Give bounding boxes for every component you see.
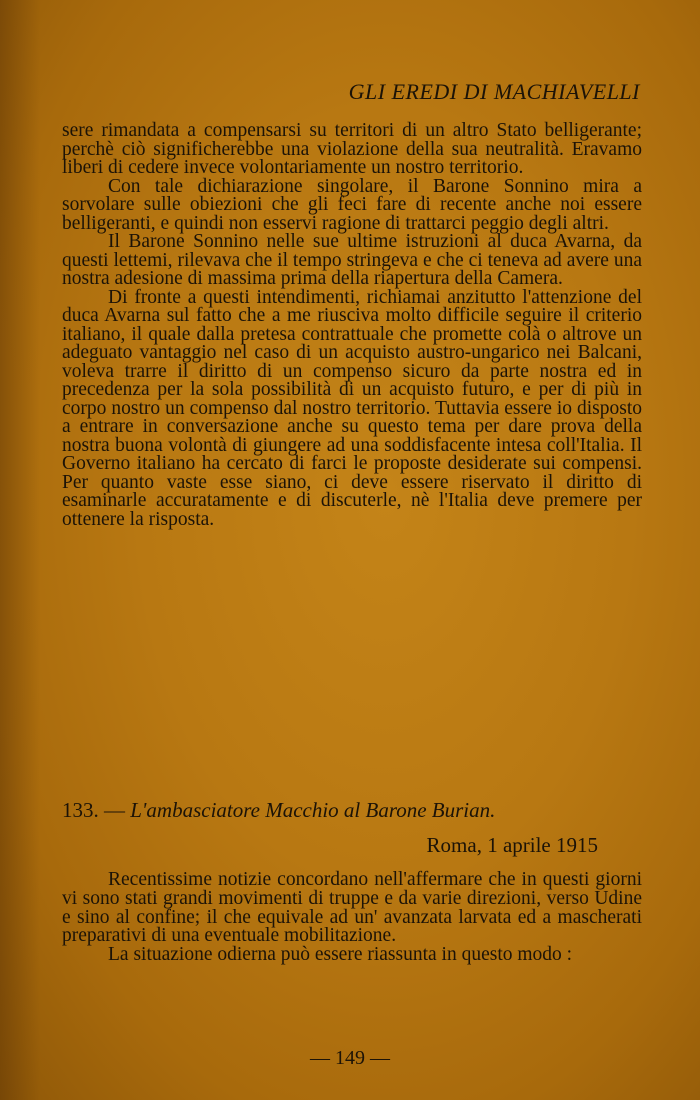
page-number: — 149 — (310, 1047, 390, 1069)
body-text (62, 122, 642, 529)
paragraph: Con tale dichiarazione singolare, il Barone Sonnino mira a sorvolare sulle obiezioni che gli feci fare di recente anche noi essere belligeranti, e quindi non esservi ragione di trattarci peggio degli altri. (62, 175, 642, 234)
document-number: 133. — (62, 798, 131, 822)
paragraph: Di fronte a questi intendimenti, richiamai anzitutto l'attenzione del duca Avarna sul fatto che a me riusciva molto difficile seguire il criterio italiano, il quale dalla pretesa contrattuale che promette colà o altrove un adeguato vantaggio nel caso di un acquisto austro-ungarico nei Balcani, voleva trarre il diritto di un compenso sicuro da parte nostra ed in precedenza per la sola possibilità di un acquisto futuro, e per di più in corpo nostro un compenso dal nostro territorio. Tuttavia essere io disposto a entrare in conversazione anche su questo tema per dare prova della nostra buona volontà di giungere ad una soddisfacente intesa coll'Italia. Il Governo italiano ha cercato di farci le proposte desiderate sui compensi. Per quanto vaste esse siano, ci deve essere riservato il diritto di esaminarle accuratamente e di discuterle, nè l'Italia deve premere per ottenere la risposta. (62, 286, 642, 530)
paragraph: sere rimandata a compensarsi su territori di un altro Stato belligerante; perchè ciò significherebbe una violazione della sua neutralità. Eravamo liberi di cedere invece volontariamente un nostro territorio. (62, 120, 642, 178)
document-date: Roma, 1 aprile 1915 (426, 833, 598, 857)
page-edge-shadow (0, 0, 40, 1100)
paragraph: La situazione odierna può essere riassunta in questo modo : (108, 944, 573, 966)
document-heading (62, 798, 495, 823)
running-head: GLI EREDI DI MACHIAVELLI (348, 79, 640, 104)
paragraph: Recentissime notizie concordano nell'affermare che in questi giorni vi sono stati grandi movimenti di truppe e da varie direzioni, verso Udine e sino al confine; il che equivale ad un' avanzata larvata ed a mascherati preparativi di una eventuale mobilitazione. (62, 869, 642, 947)
document-title: L'ambasciatore Macchio al Barone Burian. (130, 798, 496, 822)
paragraph: Il Barone Sonnino nelle sue ultime istruzioni al duca Avarna, da questi lettemi, rilevava che il tempo stringeva e che ci teneva ad avere una nostra adesione di massima prima della riapertura della Camera. (62, 231, 642, 289)
document-body (62, 871, 642, 965)
